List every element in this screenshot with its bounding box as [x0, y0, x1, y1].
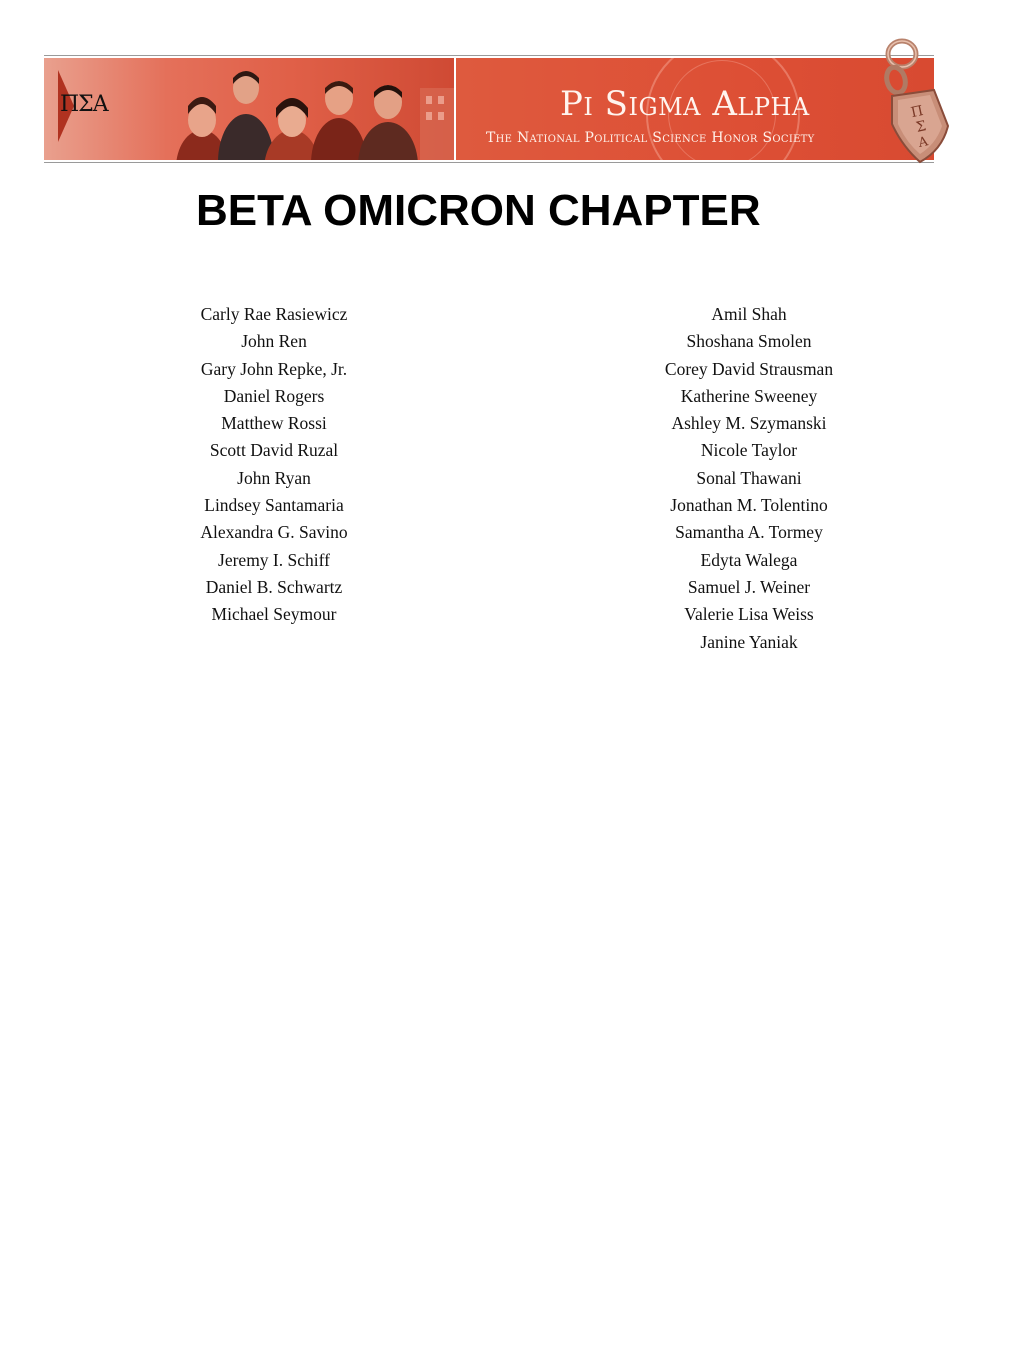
member-name: Janine Yaniak	[700, 631, 798, 652]
member-name: Michael Seymour	[211, 604, 337, 625]
students-photo	[174, 58, 454, 160]
member-name: Shoshana Smolen	[686, 331, 812, 352]
svg-text:Π: Π	[909, 102, 925, 122]
greek-letters-logo: ΠΣΑ	[60, 92, 108, 117]
svg-text:Σ: Σ	[914, 118, 928, 136]
member-name: Ashley M. Szymanski	[671, 413, 827, 434]
member-name: Carly Rae Rasiewicz	[200, 304, 348, 324]
member-name: Alexandra G. Savino	[200, 522, 348, 543]
member-name: Nicole Taylor	[700, 440, 798, 461]
key-charm-icon	[862, 34, 962, 166]
society-tagline: The National Political Science Honor Society	[486, 130, 815, 146]
member-name: Samantha A. Tormey	[675, 522, 823, 543]
member-name: John Ren	[241, 331, 307, 352]
member-name: Matthew Rossi	[221, 413, 327, 434]
member-list-left	[154, 301, 394, 629]
member-name: Jeremy I. Schiff	[218, 549, 330, 570]
banner-photo-panel	[44, 58, 454, 160]
svg-text:Α: Α	[917, 134, 930, 151]
member-name: Gary John Repke, Jr.	[200, 358, 348, 379]
member-name: John Ryan	[237, 467, 311, 488]
society-name: Pi Sigma Alpha	[560, 84, 810, 124]
chapter-title: BETA OMICRON CHAPTER	[196, 186, 761, 235]
member-name: Katherine Sweeney	[680, 385, 818, 406]
member-name: Valerie Lisa Weiss	[684, 604, 814, 625]
member-name: Daniel B. Schwartz	[205, 576, 343, 597]
member-name: Corey David Strausman	[664, 358, 834, 379]
students-photo-illustration	[174, 58, 454, 160]
member-name: Amil Shah	[711, 304, 787, 324]
member-name: Samuel J. Weiner	[687, 576, 811, 597]
member-name: Jonathan M. Tolentino	[670, 495, 828, 516]
member-name: Scott David Ruzal	[209, 440, 339, 461]
member-name: Sonal Thawani	[696, 467, 802, 488]
member-name: Edyta Walega	[700, 549, 798, 570]
member-name: Daniel Rogers	[223, 385, 325, 406]
header-banner	[44, 55, 934, 163]
member-name: Lindsey Santamaria	[204, 495, 344, 516]
member-list-right	[619, 301, 879, 656]
